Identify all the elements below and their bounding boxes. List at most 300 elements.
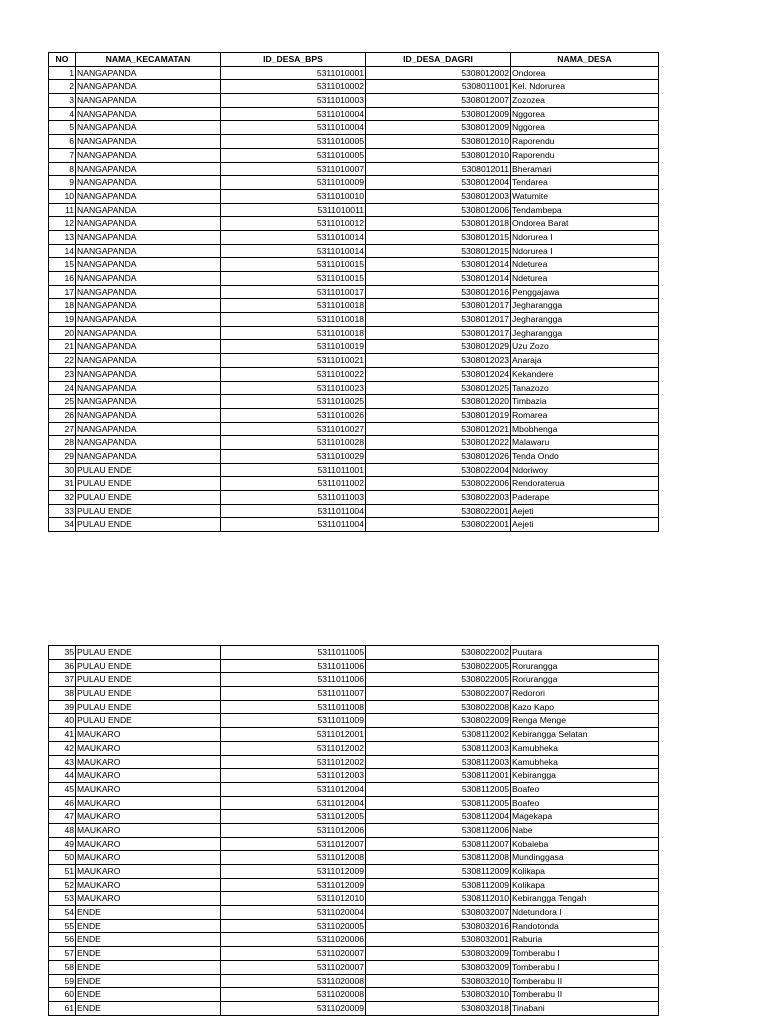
- cell-nama-kecamatan: MAUKARO: [76, 741, 221, 755]
- cell-nama-kecamatan: PULAU ENDE: [76, 518, 221, 532]
- cell-no: 12: [49, 217, 76, 231]
- cell-nama-desa: Timbazia: [511, 395, 659, 409]
- cell-id-desa-bps: 5311010018: [221, 299, 366, 313]
- cell-nama-desa: Uzu Zozo: [511, 340, 659, 354]
- cell-id-desa-bps: 5311012009: [221, 865, 366, 879]
- table-row: [49, 285, 659, 299]
- cell-nama-desa: Tendarea: [511, 176, 659, 190]
- cell-no: 25: [49, 395, 76, 409]
- cell-id-desa-bps: 5311012002: [221, 755, 366, 769]
- cell-no: 56: [49, 933, 76, 947]
- table-row: [49, 947, 659, 961]
- cell-id-desa-dagri: 5308112006: [366, 823, 511, 837]
- cell-id-desa-dagri: 5308012006: [366, 203, 511, 217]
- table-row: [49, 796, 659, 810]
- cell-nama-desa: Ndorurea I: [511, 244, 659, 258]
- cell-nama-kecamatan: NANGAPANDA: [76, 244, 221, 258]
- cell-nama-desa: Zozozea: [511, 94, 659, 108]
- cell-id-desa-bps: 5311010015: [221, 272, 366, 286]
- cell-nama-kecamatan: NANGAPANDA: [76, 313, 221, 327]
- cell-nama-desa: Tinabani: [511, 1001, 659, 1015]
- cell-no: 15: [49, 258, 76, 272]
- cell-no: 57: [49, 947, 76, 961]
- cell-nama-desa: Raporendu: [511, 135, 659, 149]
- cell-nama-kecamatan: ENDE: [76, 947, 221, 961]
- cell-id-desa-bps: 5311010021: [221, 354, 366, 368]
- cell-id-desa-bps: 5311011008: [221, 700, 366, 714]
- cell-nama-kecamatan: ENDE: [76, 974, 221, 988]
- cell-id-desa-bps: 5311012008: [221, 851, 366, 865]
- cell-no: 30: [49, 463, 76, 477]
- cell-id-desa-dagri: 5308012014: [366, 258, 511, 272]
- cell-nama-desa: Magekapa: [511, 810, 659, 824]
- table-row: [49, 299, 659, 313]
- table-row: [49, 919, 659, 933]
- table-row: [49, 449, 659, 463]
- table-row: [49, 728, 659, 742]
- cell-id-desa-bps: 5311010015: [221, 258, 366, 272]
- cell-no: 50: [49, 851, 76, 865]
- cell-id-desa-dagri: 5308032009: [366, 960, 511, 974]
- table-row: [49, 148, 659, 162]
- cell-id-desa-bps: 5311010017: [221, 285, 366, 299]
- cell-nama-desa: Renga Menge: [511, 714, 659, 728]
- cell-id-desa-bps: 5311010028: [221, 436, 366, 450]
- cell-id-desa-dagri: 5308012002: [366, 66, 511, 80]
- cell-no: 2: [49, 80, 76, 94]
- cell-id-desa-dagri: 5308112005: [366, 796, 511, 810]
- cell-no: 60: [49, 988, 76, 1002]
- cell-nama-desa: Rendoraterua: [511, 477, 659, 491]
- cell-no: 19: [49, 313, 76, 327]
- table-row: [49, 687, 659, 701]
- cell-no: 45: [49, 782, 76, 796]
- cell-id-desa-bps: 5311011003: [221, 491, 366, 505]
- table-row: [49, 94, 659, 108]
- cell-nama-kecamatan: MAUKARO: [76, 728, 221, 742]
- cell-id-desa-bps: 5311010019: [221, 340, 366, 354]
- cell-no: 8: [49, 162, 76, 176]
- cell-id-desa-bps: 5311020008: [221, 974, 366, 988]
- cell-id-desa-bps: 5311012009: [221, 878, 366, 892]
- cell-nama-desa: Mundinggasa: [511, 851, 659, 865]
- cell-id-desa-bps: 5311011006: [221, 673, 366, 687]
- table-row: [49, 673, 659, 687]
- cell-id-desa-bps: 5311012005: [221, 810, 366, 824]
- cell-id-desa-dagri: 5308012009: [366, 121, 511, 135]
- cell-id-desa-bps: 5311012004: [221, 796, 366, 810]
- cell-id-desa-bps: 5311020004: [221, 906, 366, 920]
- cell-id-desa-dagri: 5308012021: [366, 422, 511, 436]
- cell-id-desa-bps: 5311010004: [221, 121, 366, 135]
- table-row: [49, 892, 659, 906]
- cell-id-desa-dagri: 5308032001: [366, 933, 511, 947]
- cell-nama-desa: Aejeti: [511, 518, 659, 532]
- table-row: [49, 217, 659, 231]
- cell-nama-desa: Kobaleba: [511, 837, 659, 851]
- cell-id-desa-dagri: 5308022006: [366, 477, 511, 491]
- cell-no: 36: [49, 659, 76, 673]
- table-row: [49, 878, 659, 892]
- cell-nama-kecamatan: PULAU ENDE: [76, 504, 221, 518]
- cell-nama-desa: Tendambepa: [511, 203, 659, 217]
- cell-id-desa-bps: 5311011006: [221, 659, 366, 673]
- cell-nama-desa: Rorurangga: [511, 673, 659, 687]
- cell-nama-kecamatan: MAUKARO: [76, 755, 221, 769]
- cell-id-desa-dagri: 5308112008: [366, 851, 511, 865]
- cell-id-desa-dagri: 5308112009: [366, 865, 511, 879]
- table-row: [49, 422, 659, 436]
- cell-no: 20: [49, 326, 76, 340]
- cell-nama-kecamatan: NANGAPANDA: [76, 80, 221, 94]
- cell-id-desa-bps: 5311010005: [221, 135, 366, 149]
- cell-id-desa-dagri: 5308012010: [366, 135, 511, 149]
- cell-nama-desa: Romarea: [511, 408, 659, 422]
- cell-id-desa-dagri: 5308012010: [366, 148, 511, 162]
- cell-nama-kecamatan: ENDE: [76, 906, 221, 920]
- cell-nama-kecamatan: PULAU ENDE: [76, 659, 221, 673]
- cell-id-desa-bps: 5311010026: [221, 408, 366, 422]
- cell-nama-kecamatan: ENDE: [76, 919, 221, 933]
- cell-nama-desa: Kel. Ndorurea: [511, 80, 659, 94]
- cell-nama-kecamatan: MAUKARO: [76, 823, 221, 837]
- cell-id-desa-bps: 5311010007: [221, 162, 366, 176]
- village-table-page-2: [48, 645, 659, 1016]
- cell-id-desa-dagri: 5308012016: [366, 285, 511, 299]
- cell-id-desa-dagri: 5308022002: [366, 646, 511, 660]
- cell-nama-desa: Ondorea: [511, 66, 659, 80]
- cell-id-desa-bps: 5311011002: [221, 477, 366, 491]
- cell-no: 43: [49, 755, 76, 769]
- header-id-desa-dagri: ID_DESA_DAGRI: [366, 53, 511, 67]
- cell-no: 27: [49, 422, 76, 436]
- cell-nama-kecamatan: NANGAPANDA: [76, 381, 221, 395]
- cell-id-desa-bps: 5311020008: [221, 988, 366, 1002]
- table-row: [49, 741, 659, 755]
- cell-nama-kecamatan: NANGAPANDA: [76, 299, 221, 313]
- cell-nama-desa: Kolikapa: [511, 865, 659, 879]
- cell-nama-desa: Boafeo: [511, 796, 659, 810]
- cell-id-desa-dagri: 5308112003: [366, 741, 511, 755]
- cell-id-desa-dagri: 5308012017: [366, 326, 511, 340]
- cell-nama-desa: Kekandere: [511, 367, 659, 381]
- cell-id-desa-dagri: 5308012022: [366, 436, 511, 450]
- cell-id-desa-bps: 5311010014: [221, 244, 366, 258]
- cell-id-desa-bps: 5311011007: [221, 687, 366, 701]
- cell-nama-desa: Jegharangga: [511, 326, 659, 340]
- table-row: [49, 258, 659, 272]
- cell-no: 59: [49, 974, 76, 988]
- cell-id-desa-dagri: 5308032010: [366, 988, 511, 1002]
- table-row: [49, 974, 659, 988]
- cell-id-desa-dagri: 5308012020: [366, 395, 511, 409]
- table-row: [49, 769, 659, 783]
- cell-nama-kecamatan: NANGAPANDA: [76, 135, 221, 149]
- cell-nama-kecamatan: NANGAPANDA: [76, 230, 221, 244]
- cell-no: 17: [49, 285, 76, 299]
- table-row: [49, 851, 659, 865]
- header-nama-kecamatan: NAMA_KECAMATAN: [76, 53, 221, 67]
- cell-no: 9: [49, 176, 76, 190]
- cell-nama-kecamatan: MAUKARO: [76, 865, 221, 879]
- cell-nama-kecamatan: NANGAPANDA: [76, 395, 221, 409]
- cell-id-desa-dagri: 5308022003: [366, 491, 511, 505]
- cell-id-desa-dagri: 5308022007: [366, 687, 511, 701]
- cell-id-desa-dagri: 5308012019: [366, 408, 511, 422]
- table-row: [49, 988, 659, 1002]
- cell-id-desa-dagri: 5308012024: [366, 367, 511, 381]
- cell-nama-desa: Kolikapa: [511, 878, 659, 892]
- cell-no: 39: [49, 700, 76, 714]
- cell-id-desa-bps: 5311011004: [221, 504, 366, 518]
- cell-nama-kecamatan: NANGAPANDA: [76, 66, 221, 80]
- cell-id-desa-bps: 5311010029: [221, 449, 366, 463]
- cell-nama-desa: Randotonda: [511, 919, 659, 933]
- cell-nama-kecamatan: MAUKARO: [76, 837, 221, 851]
- cell-id-desa-bps: 5311020007: [221, 960, 366, 974]
- table-row: [49, 823, 659, 837]
- cell-nama-kecamatan: NANGAPANDA: [76, 449, 221, 463]
- cell-no: 32: [49, 491, 76, 505]
- cell-no: 29: [49, 449, 76, 463]
- cell-nama-kecamatan: ENDE: [76, 960, 221, 974]
- cell-id-desa-dagri: 5308032018: [366, 1001, 511, 1015]
- cell-id-desa-bps: 5311010010: [221, 189, 366, 203]
- cell-id-desa-bps: 5311010002: [221, 80, 366, 94]
- table-row: [49, 176, 659, 190]
- table-row: [49, 504, 659, 518]
- cell-nama-desa: Kebirangga: [511, 769, 659, 783]
- cell-id-desa-dagri: 5308112007: [366, 837, 511, 851]
- cell-nama-kecamatan: PULAU ENDE: [76, 491, 221, 505]
- cell-nama-desa: Tanazozo: [511, 381, 659, 395]
- cell-nama-kecamatan: NANGAPANDA: [76, 285, 221, 299]
- cell-id-desa-dagri: 5308022008: [366, 700, 511, 714]
- cell-id-desa-dagri: 5308012014: [366, 272, 511, 286]
- table-row: [49, 66, 659, 80]
- cell-id-desa-dagri: 5308022005: [366, 659, 511, 673]
- table-row: [49, 700, 659, 714]
- table-row: [49, 1001, 659, 1015]
- cell-id-desa-bps: 5311011005: [221, 646, 366, 660]
- table-row: [49, 272, 659, 286]
- cell-no: 46: [49, 796, 76, 810]
- cell-no: 11: [49, 203, 76, 217]
- cell-no: 24: [49, 381, 76, 395]
- cell-id-desa-bps: 5311010027: [221, 422, 366, 436]
- cell-nama-desa: Malawaru: [511, 436, 659, 450]
- cell-nama-desa: Tomberabu II: [511, 974, 659, 988]
- table-row: [49, 646, 659, 660]
- cell-no: 35: [49, 646, 76, 660]
- cell-id-desa-bps: 5311010012: [221, 217, 366, 231]
- cell-no: 37: [49, 673, 76, 687]
- cell-nama-desa: Tenda Ondo: [511, 449, 659, 463]
- table-row: [49, 518, 659, 532]
- table-row: [49, 837, 659, 851]
- table-row: [49, 230, 659, 244]
- cell-nama-kecamatan: PULAU ENDE: [76, 463, 221, 477]
- cell-nama-kecamatan: NANGAPANDA: [76, 217, 221, 231]
- cell-id-desa-bps: 5311012006: [221, 823, 366, 837]
- table-row: [49, 80, 659, 94]
- cell-nama-desa: Ndeturea: [511, 258, 659, 272]
- table-row: [49, 189, 659, 203]
- cell-id-desa-bps: 5311011009: [221, 714, 366, 728]
- cell-no: 55: [49, 919, 76, 933]
- cell-no: 4: [49, 107, 76, 121]
- cell-no: 5: [49, 121, 76, 135]
- cell-nama-desa: Ndorurea I: [511, 230, 659, 244]
- table-row: [49, 436, 659, 450]
- table-row: [49, 135, 659, 149]
- cell-id-desa-dagri: 5308012004: [366, 176, 511, 190]
- cell-id-desa-bps: 5311010011: [221, 203, 366, 217]
- cell-id-desa-bps: 5311010018: [221, 326, 366, 340]
- cell-nama-kecamatan: NANGAPANDA: [76, 121, 221, 135]
- cell-nama-desa: Kamubheka: [511, 741, 659, 755]
- table-row: [49, 162, 659, 176]
- cell-nama-kecamatan: NANGAPANDA: [76, 326, 221, 340]
- cell-no: 28: [49, 436, 76, 450]
- cell-id-desa-bps: 5311012007: [221, 837, 366, 851]
- cell-id-desa-bps: 5311020009: [221, 1001, 366, 1015]
- cell-nama-desa: Raporendu: [511, 148, 659, 162]
- cell-id-desa-dagri: 5308012009: [366, 107, 511, 121]
- cell-id-desa-bps: 5311012001: [221, 728, 366, 742]
- cell-id-desa-dagri: 5308012026: [366, 449, 511, 463]
- cell-id-desa-bps: 5311010023: [221, 381, 366, 395]
- cell-id-desa-dagri: 5308012018: [366, 217, 511, 231]
- cell-id-desa-dagri: 5308112009: [366, 878, 511, 892]
- cell-id-desa-dagri: 5308112001: [366, 769, 511, 783]
- cell-nama-desa: Jegharangga: [511, 299, 659, 313]
- cell-id-desa-dagri: 5308032009: [366, 947, 511, 961]
- cell-id-desa-dagri: 5308032016: [366, 919, 511, 933]
- cell-nama-kecamatan: NANGAPANDA: [76, 408, 221, 422]
- cell-id-desa-bps: 5311010004: [221, 107, 366, 121]
- table-row: [49, 244, 659, 258]
- cell-no: 58: [49, 960, 76, 974]
- cell-nama-desa: Tomberabu I: [511, 960, 659, 974]
- cell-no: 53: [49, 892, 76, 906]
- cell-nama-kecamatan: NANGAPANDA: [76, 367, 221, 381]
- cell-nama-kecamatan: ENDE: [76, 988, 221, 1002]
- cell-nama-kecamatan: NANGAPANDA: [76, 148, 221, 162]
- cell-id-desa-dagri: 5308112005: [366, 782, 511, 796]
- cell-id-desa-dagri: 5308022009: [366, 714, 511, 728]
- table-row: [49, 491, 659, 505]
- cell-no: 42: [49, 741, 76, 755]
- cell-id-desa-dagri: 5308012015: [366, 230, 511, 244]
- cell-no: 48: [49, 823, 76, 837]
- table-row: [49, 755, 659, 769]
- table-row: [49, 933, 659, 947]
- cell-nama-desa: Penggajawa: [511, 285, 659, 299]
- cell-nama-kecamatan: ENDE: [76, 933, 221, 947]
- cell-nama-kecamatan: MAUKARO: [76, 810, 221, 824]
- table-row: [49, 367, 659, 381]
- cell-id-desa-dagri: 5308011001: [366, 80, 511, 94]
- table-row: [49, 714, 659, 728]
- cell-nama-desa: Boafeo: [511, 782, 659, 796]
- cell-nama-kecamatan: MAUKARO: [76, 851, 221, 865]
- cell-no: 22: [49, 354, 76, 368]
- cell-id-desa-dagri: 5308112003: [366, 755, 511, 769]
- table-row: [49, 326, 659, 340]
- cell-id-desa-dagri: 5308012011: [366, 162, 511, 176]
- cell-id-desa-bps: 5311020005: [221, 919, 366, 933]
- cell-nama-desa: Paderape: [511, 491, 659, 505]
- cell-no: 14: [49, 244, 76, 258]
- cell-nama-kecamatan: NANGAPANDA: [76, 189, 221, 203]
- cell-nama-desa: Jegharangga: [511, 313, 659, 327]
- cell-nama-kecamatan: MAUKARO: [76, 796, 221, 810]
- cell-no: 10: [49, 189, 76, 203]
- cell-nama-desa: Ndetundora I: [511, 906, 659, 920]
- cell-no: 40: [49, 714, 76, 728]
- cell-nama-desa: Ondorea Barat: [511, 217, 659, 231]
- cell-id-desa-bps: 5311010009: [221, 176, 366, 190]
- cell-no: 21: [49, 340, 76, 354]
- cell-no: 47: [49, 810, 76, 824]
- cell-nama-desa: Raburia: [511, 933, 659, 947]
- table-row: [49, 463, 659, 477]
- cell-id-desa-bps: 5311010018: [221, 313, 366, 327]
- cell-id-desa-bps: 5311012003: [221, 769, 366, 783]
- cell-nama-desa: Nggorea: [511, 107, 659, 121]
- cell-no: 61: [49, 1001, 76, 1015]
- cell-no: 1: [49, 66, 76, 80]
- cell-nama-kecamatan: MAUKARO: [76, 878, 221, 892]
- cell-no: 52: [49, 878, 76, 892]
- cell-nama-kecamatan: NANGAPANDA: [76, 258, 221, 272]
- table-row: [49, 960, 659, 974]
- cell-no: 31: [49, 477, 76, 491]
- cell-no: 41: [49, 728, 76, 742]
- cell-id-desa-bps: 5311020006: [221, 933, 366, 947]
- table-row: [49, 107, 659, 121]
- table-row: [49, 121, 659, 135]
- cell-nama-kecamatan: NANGAPANDA: [76, 436, 221, 450]
- cell-nama-kecamatan: MAUKARO: [76, 769, 221, 783]
- cell-id-desa-bps: 5311012004: [221, 782, 366, 796]
- cell-no: 18: [49, 299, 76, 313]
- cell-nama-desa: Kebirangga Tengah: [511, 892, 659, 906]
- table-row: [49, 810, 659, 824]
- cell-no: 54: [49, 906, 76, 920]
- table-row: [49, 659, 659, 673]
- cell-id-desa-bps: 5311012002: [221, 741, 366, 755]
- cell-nama-desa: Rorurangga: [511, 659, 659, 673]
- cell-no: 16: [49, 272, 76, 286]
- cell-nama-kecamatan: NANGAPANDA: [76, 340, 221, 354]
- cell-nama-kecamatan: NANGAPANDA: [76, 94, 221, 108]
- cell-nama-kecamatan: NANGAPANDA: [76, 272, 221, 286]
- cell-nama-desa: Mbobhenga: [511, 422, 659, 436]
- table-row: [49, 381, 659, 395]
- cell-nama-desa: Anaraja: [511, 354, 659, 368]
- cell-nama-kecamatan: NANGAPANDA: [76, 354, 221, 368]
- cell-nama-kecamatan: PULAU ENDE: [76, 714, 221, 728]
- cell-nama-kecamatan: NANGAPANDA: [76, 162, 221, 176]
- cell-no: 6: [49, 135, 76, 149]
- table-row: [49, 395, 659, 409]
- cell-id-desa-dagri: 5308022001: [366, 518, 511, 532]
- table-row: [49, 906, 659, 920]
- table-row: [49, 354, 659, 368]
- cell-id-desa-dagri: 5308012025: [366, 381, 511, 395]
